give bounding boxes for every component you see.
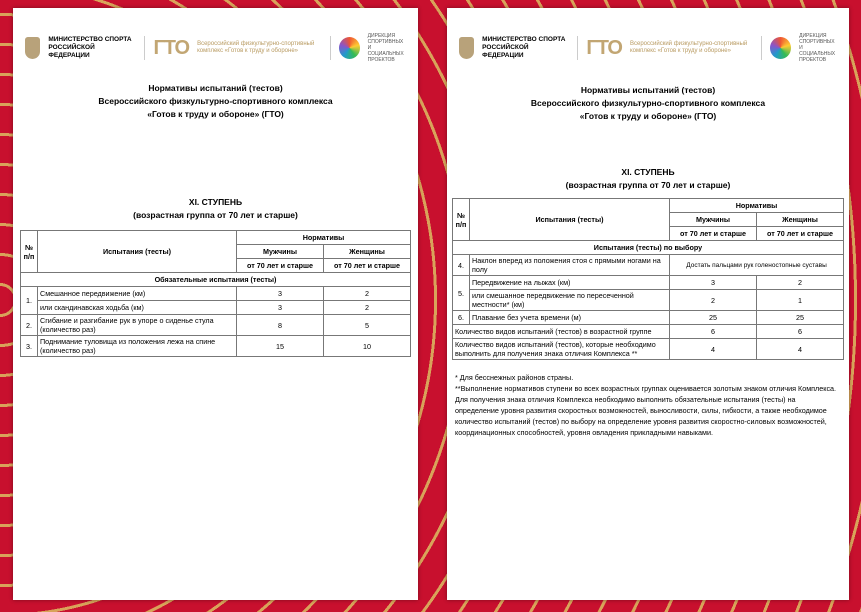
men-value: 3	[670, 276, 757, 290]
section-row: Обязательные испытания (тесты)	[21, 273, 411, 287]
row-num: 3.	[21, 336, 38, 357]
men-value: 2	[670, 290, 757, 311]
row-num: 1.	[21, 287, 38, 315]
men-value: 3	[237, 287, 324, 301]
title-line: Всероссийского физкультурно-спортивного комплекса	[530, 98, 766, 108]
col-num: № п/п	[453, 199, 470, 241]
col-tests: Испытания (тесты)	[38, 231, 237, 273]
test-name: Смешанное передвижение (км)	[38, 287, 237, 301]
both-value: Достать пальцами рук голеностопные суставы	[670, 255, 844, 276]
test-name: или смешанное передвижение по пересеченной местности* (км)	[470, 290, 670, 311]
logo-header	[459, 32, 837, 64]
women-value: 5	[324, 315, 411, 336]
men-value: 3	[237, 301, 324, 315]
summary-label: Количество видов испытаний (тестов), которые необходимо выполнить для получения знака отличия Комплекса **	[453, 339, 670, 360]
women-value: 2	[324, 301, 411, 315]
coat-of-arms-icon	[25, 37, 40, 59]
age-women: от 70 лет и старше	[757, 227, 844, 241]
table-row	[453, 255, 844, 276]
men-value: 25	[670, 311, 757, 325]
document-page-1	[13, 8, 418, 600]
coat-of-arms-icon	[459, 37, 474, 59]
col-tests: Испытания (тесты)	[470, 199, 670, 241]
title-line: Всероссийского физкультурно-спортивного комплекса	[98, 96, 333, 106]
title-line: «Готов к труду и обороне» (ГТО)	[147, 109, 284, 119]
divider	[144, 36, 145, 60]
directorate-logo-icon	[339, 37, 360, 59]
women-value: 2	[757, 276, 844, 290]
age-women: от 70 лет и старше	[324, 259, 411, 273]
age-men: от 70 лет и старше	[237, 259, 324, 273]
title-line: «Готов к труду и обороне» (ГТО)	[579, 111, 717, 121]
col-norms: Нормативы	[237, 231, 411, 245]
col-norms: Нормативы	[670, 199, 844, 213]
test-name: Сгибание и разгибание рук в упоре о сиденье стула (количество раз)	[38, 315, 237, 336]
divider	[330, 36, 331, 60]
test-name: Плавание без учета времени (м)	[470, 311, 670, 325]
directorate-logo-text: ДИРЕКЦИЯ СПОРТИВНЫХ И СОЦИАЛЬНЫХ ПРОЕКТОВ	[367, 33, 404, 63]
women-value: 25	[757, 311, 844, 325]
footnote-snowless: * Для бесснежных районов страны.	[455, 373, 574, 382]
age-men: от 70 лет и старше	[670, 227, 757, 241]
footnote-gold-badge: **Выполнение нормативов ступени во всех возрастных группах оценивается золотым знаком отличия Комплекса. Для получения знака отличия Комплекса необходимо выполнить обязательные испытания (тесты) на определение уровня развития скоростных возможностей, выносливости, силы, гибкости, а также необходимое количество испытаний (тестов) по выбору на определение уровня развития скоростно-силовых возможностей, координационных способностей, уровня овладения прикладными навыками.	[455, 384, 837, 437]
title-line: Нормативы испытаний (тестов)	[148, 83, 283, 93]
test-name: Наклон вперед из положения стоя с прямыми ногами на полу	[470, 255, 670, 276]
gto-logo-text: Всероссийский физкультурно-спортивный комплекс «Готов к труду и обороне»	[197, 41, 315, 54]
table-row	[453, 311, 844, 325]
table-row	[453, 276, 844, 290]
stage-heading	[447, 166, 849, 192]
women-value: 4	[757, 339, 844, 360]
col-women: Женщины	[324, 245, 411, 259]
col-num: № п/п	[21, 231, 38, 273]
test-name: или скандинавская ходьба (км)	[38, 301, 237, 315]
divider	[577, 36, 578, 60]
table-row	[453, 325, 844, 339]
row-num: 5.	[453, 276, 470, 311]
table-row	[21, 315, 411, 336]
table-row	[21, 287, 411, 301]
ministry-logo-text: МИНИСТЕРСТВО СПОРТА РОССИЙСКОЙ ФЕДЕРАЦИИ	[48, 36, 132, 59]
document-page-2	[447, 8, 849, 600]
col-men: Мужчины	[670, 213, 757, 227]
col-women: Женщины	[757, 213, 844, 227]
norms-table	[20, 230, 411, 357]
directorate-logo-icon	[770, 37, 791, 59]
divider	[761, 36, 762, 60]
men-value: 4	[670, 339, 757, 360]
women-value: 10	[324, 336, 411, 357]
col-men: Мужчины	[237, 245, 324, 259]
table-row	[21, 336, 411, 357]
row-num: 6.	[453, 311, 470, 325]
table-row	[453, 290, 844, 311]
table-row	[453, 339, 844, 360]
men-value: 8	[237, 315, 324, 336]
ministry-logo-text: МИНИСТЕРСТВО СПОРТА РОССИЙСКОЙ ФЕДЕРАЦИИ	[482, 36, 566, 59]
stage-title: XI. СТУПЕНЬ	[621, 167, 675, 177]
stage-title: XI. СТУПЕНЬ	[188, 197, 243, 207]
test-name: Передвижение на лыжах (км)	[470, 276, 670, 290]
age-group: (возрастная группа от 70 лет и старше)	[133, 210, 298, 220]
stage-heading	[13, 196, 418, 222]
women-value: 1	[757, 290, 844, 311]
men-value: 6	[670, 325, 757, 339]
document-title	[13, 82, 418, 121]
test-name: Поднимание туловища из положения лежа на спине (количество раз)	[38, 336, 237, 357]
women-value: 6	[757, 325, 844, 339]
title-line: Нормативы испытаний (тестов)	[580, 85, 716, 95]
gto-logo: ГТО	[586, 36, 622, 59]
summary-label: Количество видов испытаний (тестов) в возрастной группе	[453, 325, 670, 339]
logo-header	[25, 32, 406, 64]
gto-logo-text: Всероссийский физкультурно-спортивный комплекс «Готов к труду и обороне»	[629, 41, 748, 54]
women-value: 2	[324, 287, 411, 301]
document-title	[447, 84, 849, 123]
table-row	[21, 301, 411, 315]
age-group: (возрастная группа от 70 лет и старше)	[565, 180, 731, 190]
men-value: 15	[237, 336, 324, 357]
row-num: 2.	[21, 315, 38, 336]
row-num: 4.	[453, 255, 470, 276]
gto-logo: ГТО	[153, 36, 190, 59]
norms-table	[452, 198, 844, 360]
directorate-logo-text: ДИРЕКЦИЯ СПОРТИВНЫХ И СОЦИАЛЬНЫХ ПРОЕКТОВ	[799, 33, 836, 63]
section-row: Испытания (тесты) по выбору	[453, 241, 844, 255]
